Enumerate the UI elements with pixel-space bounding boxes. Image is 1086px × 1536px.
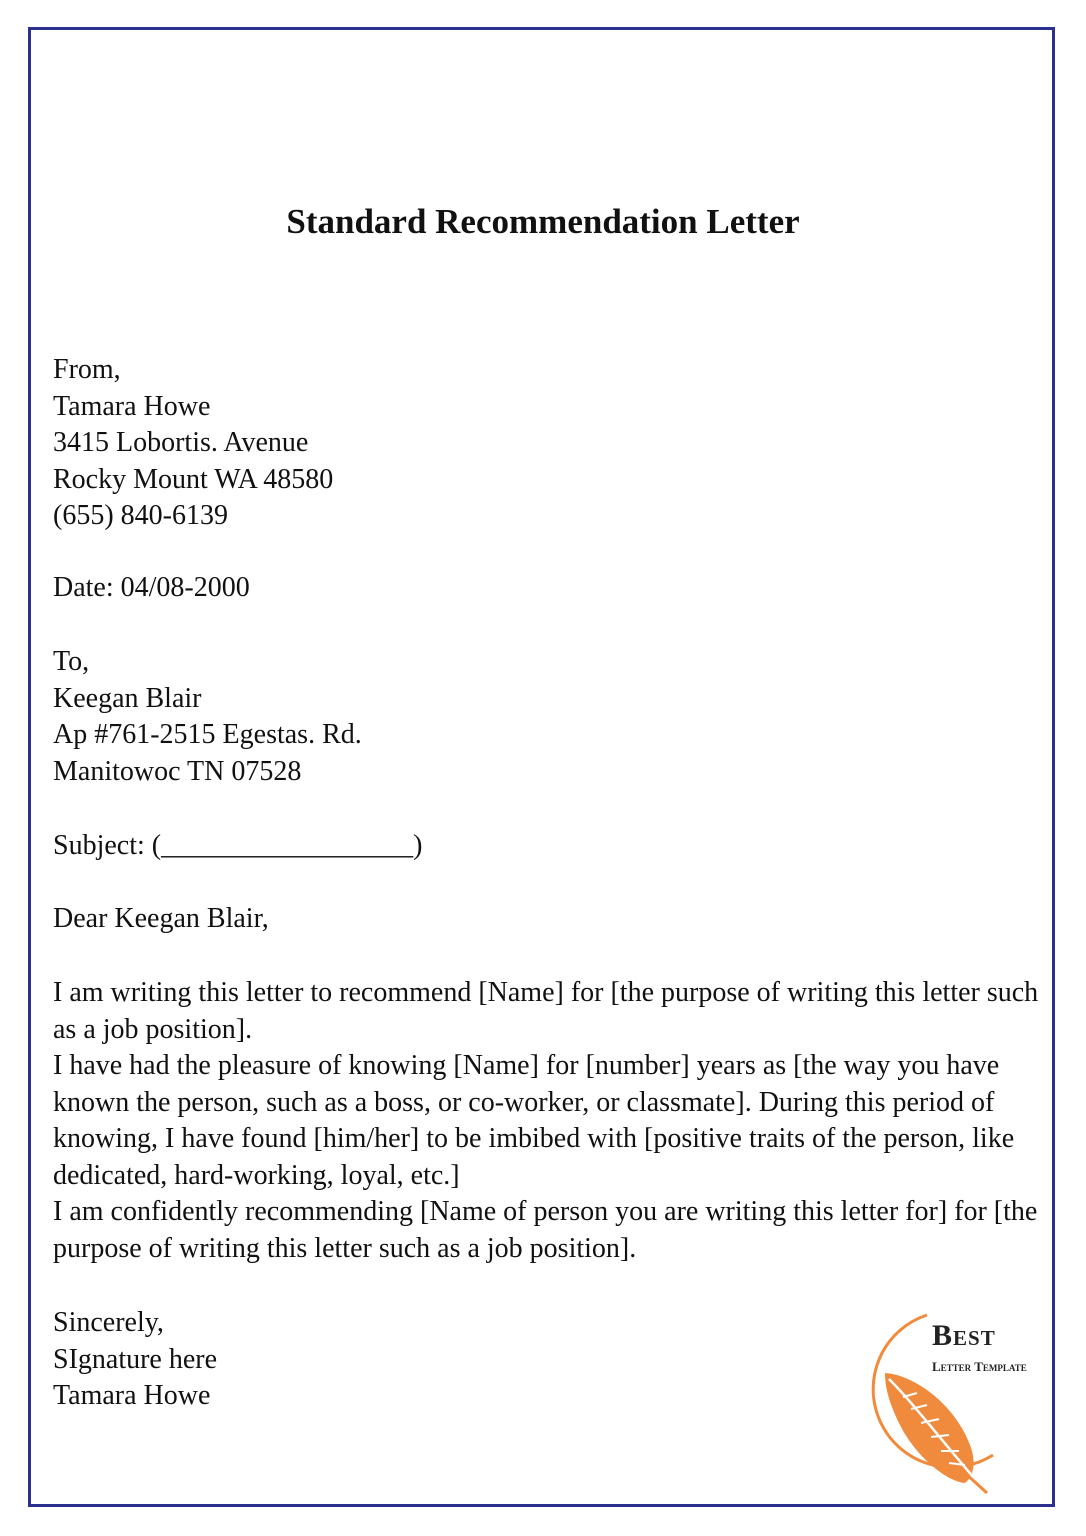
valediction: Sincerely, — [53, 1307, 164, 1338]
sender-name: Tamara Howe — [53, 390, 211, 422]
recipient-name: Keegan Blair — [53, 682, 202, 714]
recipient-city: Manitowoc TN 07528 — [53, 755, 302, 787]
body-paragraph: I am confidently recommending [Name of person you are writing this letter for] for [the purpose of writing this letter such as a job position]. — [53, 1196, 1038, 1264]
signature-placeholder: SIgnature here — [53, 1343, 218, 1375]
logo-text-main: Best — [932, 1319, 996, 1352]
letter-body — [53, 975, 1043, 1267]
letter-date: Date: 04/08-2000 — [53, 572, 250, 603]
subject-block — [53, 828, 422, 865]
sender-city: Rocky Mount WA 48580 — [53, 463, 334, 495]
sender-address: 3415 Lobortis. Avenue — [53, 427, 309, 458]
from-label: From, — [53, 354, 121, 385]
body-paragraph: I am writing this letter to recommend [Name] for [the purpose of writing this letter such as a job position]. — [53, 977, 1039, 1045]
best-letter-template-logo — [845, 1305, 1055, 1495]
sender-phone: (655) 840-6139 — [53, 500, 228, 531]
logo-text-sub: Letter Template — [932, 1359, 1027, 1374]
feather-icon — [885, 1373, 987, 1493]
subject-line: Subject: (__________________) — [53, 830, 423, 861]
to-label: To, — [53, 646, 90, 677]
closing-name: Tamara Howe — [53, 1380, 211, 1411]
date-block — [53, 570, 250, 607]
body-paragraph: I have had the pleasure of knowing [Name] for [number] years as [the way you have known the person, such as a boss, or co-worker, or classmate]. During this period of knowing, I have found [him/her] to be imbibed with [positive traits of the person, like dedicated, hard-working, loyal, etc.] — [53, 1050, 1015, 1191]
page-title: Standard Recommendation Letter — [286, 202, 800, 241]
salutation: Dear Keegan Blair, — [53, 903, 269, 934]
recipient-address: Ap #761-2515 Egestas. Rd. — [53, 719, 362, 750]
closing-block — [53, 1305, 217, 1415]
sender-block — [53, 352, 333, 535]
recipient-block — [53, 644, 362, 790]
salutation-block — [53, 901, 269, 938]
